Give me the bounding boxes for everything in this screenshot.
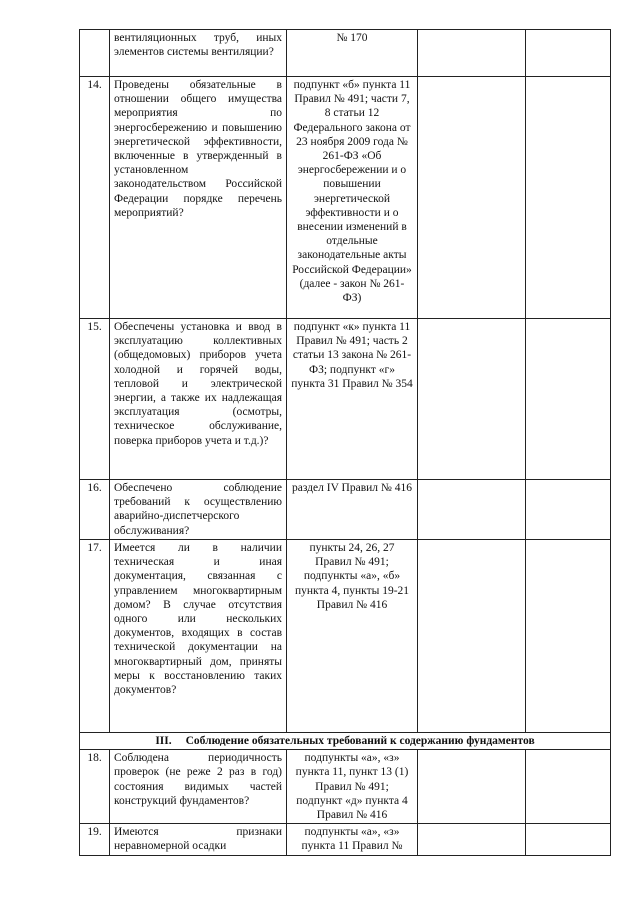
note-cell[interactable] [526,480,611,540]
section-number: III. [155,735,172,747]
table-row [80,540,611,733]
note-cell[interactable] [526,77,611,319]
note-cell[interactable] [526,540,611,733]
table-row [80,319,611,480]
row-number: 18. [80,750,110,824]
row-question: Обеспечены установка и ввод в эксплуатацию коллективных (общедомовых) приборов учета холодной и горячей воды, тепловой и электрической энергии, а также их надлежащая эксплуатация (осмотры, техническое обслуживание, поверка приборов учета и т.д.)? [110,319,287,480]
section-header-row [80,733,611,750]
table-row [80,480,611,540]
row-question: Соблюдена периодичность проверок (не реже 2 раз в год) состояния видимых частей конструкций фундаментов? [110,750,287,824]
table-row [80,30,611,77]
answer-cell[interactable] [418,540,526,733]
row-question: Имеются признаки неравномерной осадки [110,824,287,856]
answer-cell[interactable] [418,480,526,540]
row-number: 17. [80,540,110,733]
row-number [80,30,110,77]
row-number: 14. [80,77,110,319]
row-reference: подпункты «а», «з» пункта 11 Правил № [287,824,418,856]
answer-cell[interactable] [418,750,526,824]
row-number: 16. [80,480,110,540]
row-question: Обеспечено соблюдение требований к осуществлению аварийно-диспетчерского обслуживания? [110,480,287,540]
row-reference: раздел IV Правил № 416 [287,480,418,540]
table-row [80,750,611,824]
table-row [80,77,611,319]
note-cell[interactable] [526,319,611,480]
row-question: вентиляционных труб, иных элементов системы вентиляции? [110,30,287,77]
row-reference: пункты 24, 26, 27 Правил № 491; подпункты «а», «б» пункта 4, пункты 19-21 Правил № 416 [287,540,418,733]
note-cell[interactable] [526,824,611,856]
row-question: Имеется ли в наличии техническая и иная документация, связанная с управлением многоквартирным домом? В случае отсутствия одного или нескольких документов, входящих в состав технической документации на многоквартирный дом, приняты меры к восстановлению таких документов? [110,540,287,733]
answer-cell[interactable] [418,30,526,77]
section-header [80,733,611,750]
checklist-table [79,29,611,856]
note-cell[interactable] [526,30,611,77]
table-row [80,824,611,856]
note-cell[interactable] [526,750,611,824]
row-reference: № 170 [287,30,418,77]
row-number: 19. [80,824,110,856]
section-title: Соблюдение обязательных требований к содержанию фундаментов [185,735,535,747]
row-number: 15. [80,319,110,480]
row-reference: подпункт «к» пункта 11 Правил № 491; часть 2 статьи 13 закона № 261-ФЗ; подпункт «г» пункта 31 Правил № 354 [287,319,418,480]
row-question: Проведены обязательные в отношении общего имущества мероприятия по энергосбережению и повышению энергетической эффективности, включенные в утвержденный в установленном законодательством Российской Федерации порядке перечень мероприятий? [110,77,287,319]
answer-cell[interactable] [418,77,526,319]
answer-cell[interactable] [418,824,526,856]
answer-cell[interactable] [418,319,526,480]
row-reference: подпункты «а», «з» пункта 11, пункт 13 (1) Правил № 491; подпункт «д» пункта 4 Правил № 416 [287,750,418,824]
row-reference: подпункт «б» пункта 11 Правил № 491; части 7, 8 статьи 12 Федерального закона от 23 ноября 2009 года № 261-ФЗ «Об энергосбережении и о повышении энергетической эффективности и о внесении изменений в отдельные законодательные акты Российской Федерации» (далее - закон № 261-ФЗ) [287,77,418,319]
